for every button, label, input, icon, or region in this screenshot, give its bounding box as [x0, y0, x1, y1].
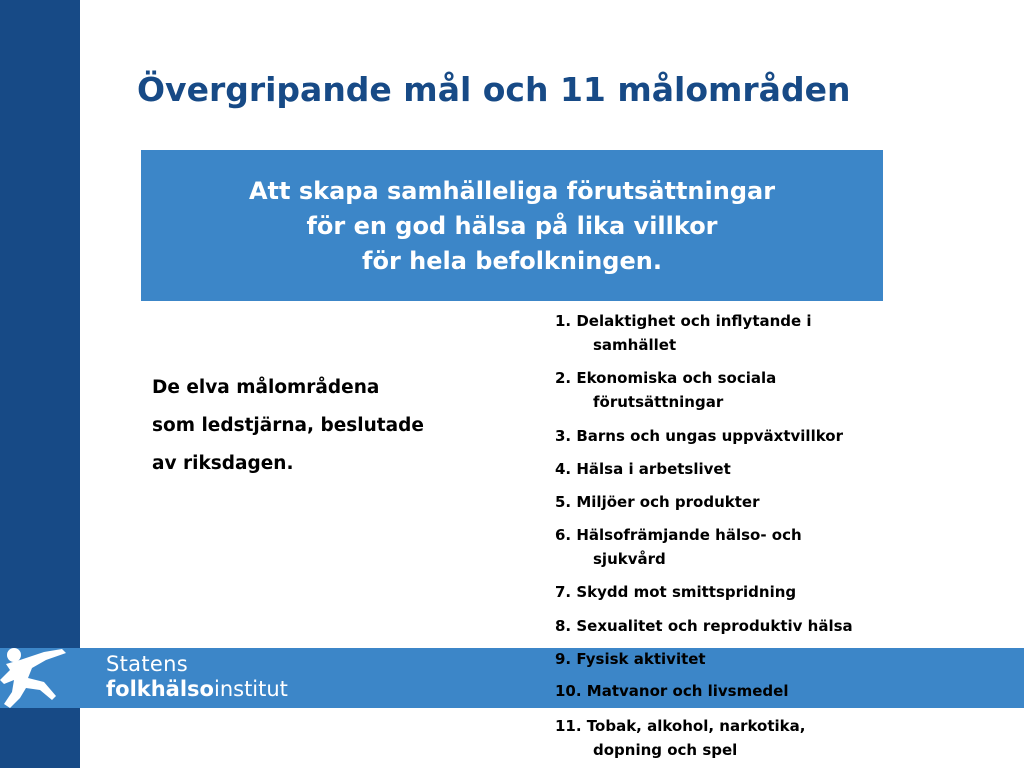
list-item-continuation: samhället	[593, 336, 677, 354]
list-item-continuation: förutsättningar	[593, 393, 724, 411]
list-item-text: 4. Hälsa i arbetslivet	[555, 460, 731, 478]
logo-word-regular: institut	[213, 677, 288, 701]
logo-word-statens: Statens	[106, 652, 188, 676]
institute-logo	[106, 652, 288, 702]
logo-word-bold: folkhälso	[106, 677, 214, 701]
logo-word-folkhalsoinstitut	[106, 676, 288, 702]
list-item	[555, 580, 796, 604]
list-item	[555, 457, 731, 481]
goal-line-3: för hela befolkningen.	[362, 247, 662, 275]
list-item	[555, 614, 853, 638]
jumping-figure-icon	[0, 646, 80, 710]
list-item-text: 10. Matvanor och livsmedel	[555, 682, 789, 700]
list-item-text: 11. Tobak, alkohol, narkotika,	[555, 717, 806, 735]
list-item-text: 2. Ekonomiska och sociala	[555, 369, 777, 387]
description-line-3: av riksdagen.	[152, 453, 294, 474]
goal-line-2: för en god hälsa på lika villkor	[306, 212, 718, 240]
description-text	[152, 369, 502, 483]
list-item	[555, 679, 788, 703]
overall-goal-box	[141, 150, 883, 301]
list-item	[555, 366, 776, 414]
list-item-continuation: dopning och spel	[593, 741, 738, 759]
list-item-text: 7. Skydd mot smittspridning	[555, 583, 797, 601]
list-item-text: 8. Sexualitet och reproduktiv hälsa	[555, 617, 853, 635]
description-line-1: De elva målområdena	[152, 377, 380, 398]
list-item	[555, 714, 805, 762]
goal-line-1: Att skapa samhälleliga förutsättningar	[248, 177, 776, 205]
list-item-text: 3. Barns och ungas uppväxtvillkor	[555, 427, 843, 445]
list-item	[555, 523, 802, 571]
list-item	[555, 424, 843, 448]
list-item-text: 1. Delaktighet och inflytande i	[555, 312, 812, 330]
list-item-text: 9. Fysisk aktivitet	[555, 650, 706, 668]
list-item-text: 6. Hälsofrämjande hälso- och	[555, 526, 802, 544]
list-item-continuation: sjukvård	[593, 550, 666, 568]
list-item	[555, 647, 706, 671]
list-item	[555, 309, 812, 357]
slide-title: Övergripande mål och 11 målområden	[137, 70, 851, 109]
list-item-text: 5. Miljöer och produkter	[555, 493, 760, 511]
list-item	[555, 490, 759, 514]
description-line-2: som ledstjärna, beslutade	[152, 415, 424, 436]
